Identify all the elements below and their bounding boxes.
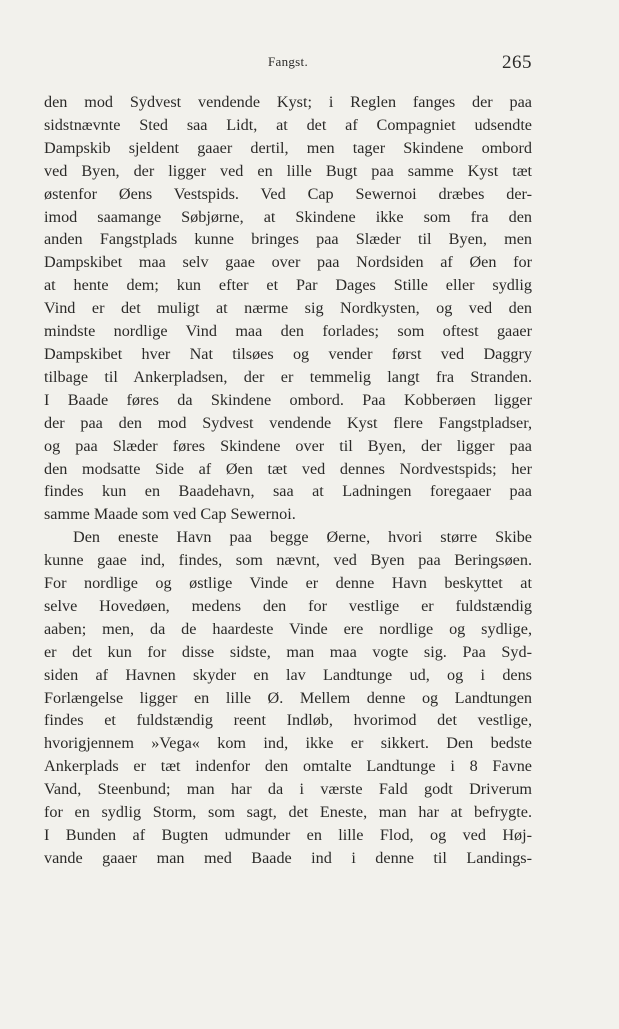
text-line: aaben; men, da de haardeste Vinde ere nordlige og sydlige, <box>44 619 532 638</box>
body-text <box>44 91 532 870</box>
text-line: I Bunden af Bugten udmunder en lille Flod, og ved Høj- <box>44 826 532 844</box>
text-line: og paa Slæder føres Skindene over til Byen, der ligger paa <box>44 436 532 455</box>
text-line: den modsatte Side af Øen tæt ved dennes Nordvestspids; her <box>44 459 532 478</box>
text-line: at hente dem; kun efter et Par Dages Stille eller sydlig <box>44 276 532 295</box>
paragraph-last-line: samme Maade som ved Cap Sewernoi. <box>44 505 296 524</box>
text-line: findes kun en Baadehavn, saa at Ladningen foregaaer paa <box>44 482 532 501</box>
text-line: ved Byen, der ligger ved en lille Bugt paa samme Kyst tæt <box>44 161 532 180</box>
text-line: Dampskibet hver Nat tilsøes og vender først ved Daggry <box>44 344 532 363</box>
text-line: for en sydlig Storm, som sagt, det Eneste, man har at befrygte. <box>44 803 532 822</box>
text-line: Vand, Steenbund; man har da i værste Fald godt Driverum <box>44 780 532 799</box>
text-line: findes et fuldstændig reent Indløb, hvorimod det vestlige, <box>44 711 532 730</box>
text-line: imod saamange Søbjørne, at Skindene ikke som fra den <box>44 207 532 226</box>
text-line: Vind er det muligt at nærme sig Nordkysten, og ved den <box>44 299 532 318</box>
text-line: tilbage til Ankerpladsen, der er temmelig langt fra Stranden. <box>44 367 532 386</box>
text-line: Dampskib sjeldent gaaer dertil, men tager Skindene ombord <box>44 138 532 157</box>
text-line: kunne gaae ind, findes, som nævnt, ved Byen paa Beringsøen. <box>44 551 532 570</box>
paragraph-first-line: Den eneste Havn paa begge Øerne, hvori større Skibe <box>73 528 532 547</box>
text-line: mindste nordlige Vind maa den forlades; som oftest gaaer <box>44 322 532 341</box>
text-line: hvorigjennem »Vega« kom ind, ikke er sikkert. Den bedste <box>44 734 532 753</box>
text-line: siden af Havnen skyder en lav Landtunge ud, og i dens <box>44 665 532 684</box>
text-line: anden Fangstplads kunne bringes paa Slæder til Byen, men <box>44 230 532 249</box>
page-header <box>44 52 532 74</box>
text-line: selve Hovedøen, medens den for vestlige er fuldstændig <box>44 596 532 615</box>
running-head: Fangst. <box>267 54 309 69</box>
text-line: Ankerplads er tæt indenfor den omtalte Landtunge i 8 Favne <box>44 757 532 776</box>
text-line: den mod Sydvest vendende Kyst; i Reglen fanges der paa <box>44 93 532 111</box>
text-line: vande gaaer man med Baade ind i denne til Landings- <box>44 848 532 867</box>
text-line: Forlængelse ligger en lille Ø. Mellem denne og Landtungen <box>44 688 532 707</box>
text-line: østenfor Øens Vestspids. Ved Cap Sewernoi dræbes der- <box>44 184 532 203</box>
text-line: I Baade føres da Skindene ombord. Paa Kobberøen ligger <box>44 390 532 409</box>
text-line: er det kun for disse sidste, man maa vogte sig. Paa Syd- <box>44 642 532 661</box>
text-line: Dampskibet maa selv gaae over paa Nordsiden af Øen for <box>44 253 532 272</box>
page-number: 265 <box>502 52 532 73</box>
text-line: sidstnævnte Sted saa Lidt, at det af Compagniet udsendte <box>44 115 532 134</box>
text-line: der paa den mod Sydvest vendende Kyst flere Fangstpladser, <box>44 413 532 432</box>
text-line: For nordlige og østlige Vinde er denne Havn beskyttet at <box>44 574 532 593</box>
